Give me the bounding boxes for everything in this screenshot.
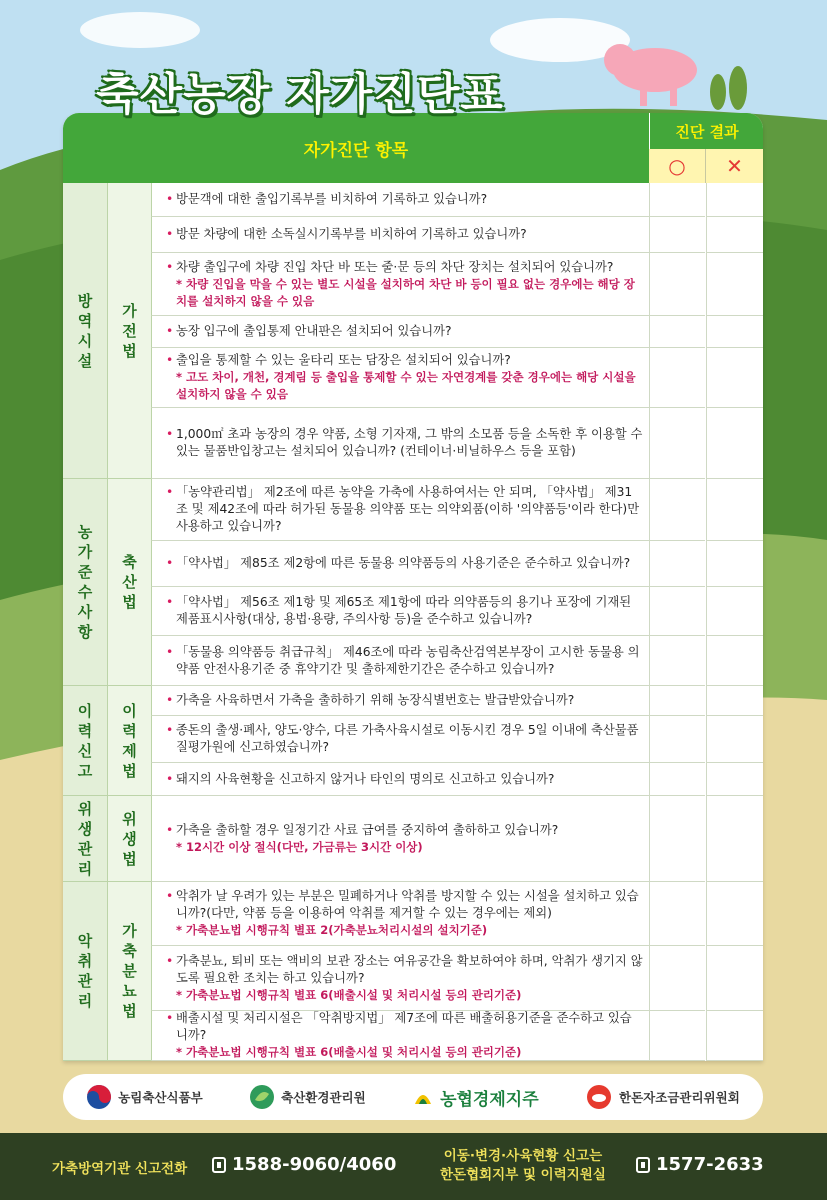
question-text: • 「약사법」 제85조 제2항에 따른 동물용 의약품등의 사용기준은 준수하고 있습니까? (166, 555, 643, 572)
question-text: • 「농약관리법」 제2조에 따른 농약을 가축에 사용하여서는 안 되며, 「약사법」 제31조 및 제42조에 따라 허가된 동물용 의약품 또는 의약외품(이하 '의약품등'이라 한다)만 사용하고 있습니까? (166, 484, 643, 535)
logo-label: 축산환경관리원 (281, 1090, 366, 1105)
law-label: 축산법 (122, 553, 137, 611)
question-row (151, 716, 649, 763)
page-title: 축산농장 자가진단표 (96, 69, 504, 120)
check-x-box[interactable] (706, 796, 763, 882)
question-text: • 배출시설 및 처리시설은 「악취방지법」 제7조에 따른 배출허용기준을 준수하고 있습니까? (166, 1010, 643, 1044)
check-x-box[interactable] (706, 348, 763, 408)
check-o-box[interactable] (649, 587, 705, 636)
question-row (151, 686, 649, 716)
check-x-box[interactable] (706, 183, 763, 217)
category-label: 위생관리 (77, 799, 93, 878)
check-x-box[interactable] (706, 716, 763, 763)
question-text: • 악취가 날 우려가 있는 부분은 밀폐하거나 악취를 방지할 수 있는 시설을 설치하고 있습니까?(다만, 약품 등을 이용하여 악취를 제거할 수 있는 경우에는 제외) (166, 888, 643, 922)
question-row (151, 946, 649, 1011)
footer-label-report (440, 1147, 606, 1185)
check-x-box[interactable] (706, 541, 763, 587)
category-cell (63, 183, 107, 479)
law-cell (107, 796, 151, 882)
question-row (151, 253, 649, 316)
footer-label-line2: 한돈협회지부 및 이력지원실 (440, 1167, 606, 1183)
law-cell (107, 686, 151, 796)
question-note: * 가축분뇨법 시행규칙 별표 6(배출시설 및 처리시설 등의 관리기준) (176, 987, 522, 1002)
check-x-box[interactable] (706, 479, 763, 541)
question-note: * 가축분뇨법 시행규칙 별표 6(배출시설 및 처리시설 등의 관리기준) (176, 1045, 522, 1059)
question-note: * 차량 진입을 막을 수 있는 별도 시설을 설치하여 차단 바 등이 필요 없는 경우에는 해당 장치를 설치하지 않을 수 있음 (176, 276, 635, 308)
question-row (151, 348, 649, 408)
checklist-table (63, 113, 763, 1061)
footer-phone-1 (212, 1154, 396, 1175)
question-text: • 가축을 사육하면서 가축을 출하하기 위해 농장식별번호는 발급받았습니까? (166, 692, 643, 709)
law-label: 위생법 (122, 809, 137, 868)
check-o-box[interactable] (649, 408, 705, 479)
header-o-column: ○ (649, 149, 706, 183)
check-o-box[interactable] (649, 636, 705, 686)
nh-icon (412, 1086, 434, 1108)
question-text: • 돼지의 사육현황을 신고하지 않거나 타인의 명의로 신고하고 있습니까? (166, 771, 643, 788)
question-row (151, 587, 649, 636)
question-note: * 12시간 이상 절식(다만, 가금류는 3시간 이상) (176, 839, 423, 854)
logo-label: 한돈자조금관리위원회 (619, 1090, 740, 1105)
category-label: 농가 준수사항 (77, 523, 93, 641)
phone-icon (212, 1157, 226, 1173)
check-o-box[interactable] (649, 686, 705, 716)
logo-handon (585, 1084, 740, 1110)
check-o-box[interactable] (649, 183, 705, 217)
category-cell (63, 686, 107, 796)
check-o-box[interactable] (649, 763, 705, 796)
question-row (151, 408, 649, 479)
header-items: 자가진단 항목 (63, 113, 649, 183)
check-o-box[interactable] (649, 316, 705, 348)
check-o-box[interactable] (649, 882, 705, 946)
question-text: • 농장 입구에 출입통제 안내판은 설치되어 있습니까? (166, 323, 643, 340)
check-x-box[interactable] (706, 217, 763, 253)
question-text: • 「동물용 의약품등 취급규칙」 제46조에 따라 농림축산검역본부장이 고시한 동물용 의약품 안전사용기준 중 휴약기간 및 출하제한기간은 준수하고 있습니까? (166, 644, 643, 678)
check-x-box[interactable] (706, 686, 763, 716)
check-x-box[interactable] (706, 316, 763, 348)
check-o-box[interactable] (649, 716, 705, 763)
check-x-box[interactable] (706, 636, 763, 686)
question-note: * 고도 차이, 개천, 경계림 등 출입을 통제할 수 있는 자연경계를 갖춘 경우에는 해당 시설을 설치하지 않을 수 있음 (176, 370, 636, 401)
question-text: • 출입을 통제할 수 있는 울타리 또는 담장은 설치되어 있습니까? (166, 352, 643, 369)
logo-ministry (86, 1084, 203, 1110)
footer-phone-2 (636, 1154, 764, 1175)
logo-label: 농림축산식품부 (118, 1090, 203, 1105)
check-x-box[interactable] (706, 946, 763, 1011)
question-text: • 방문객에 대한 출입기록부를 비치하여 기록하고 있습니까? (166, 191, 643, 208)
phone-number: 1588-9060/4060 (232, 1154, 397, 1175)
category-label: 방역시설 (77, 291, 93, 370)
footer-bar (0, 1133, 827, 1200)
check-o-box[interactable] (649, 479, 705, 541)
question-text: • 가축을 출하할 경우 일정기간 사료 급여를 중지하여 출하하고 있습니까? (166, 822, 643, 839)
law-label: 가축분뇨법 (122, 922, 137, 1020)
question-text: • 1,000㎡ 초과 농장의 경우 약품, 소형 기자재, 그 밖의 소모품 등을 소독한 후 이용할 수 있는 물품반입창고는 설치되어 있습니까? (컨테이너·비닐하우스 등을 포함) (166, 426, 643, 460)
question-row (151, 479, 649, 541)
category-cell (63, 479, 107, 686)
check-o-box[interactable] (649, 253, 705, 316)
question-row (151, 763, 649, 796)
check-o-box[interactable] (649, 946, 705, 1011)
taegeuk-icon (86, 1084, 112, 1110)
question-row (151, 882, 649, 946)
check-x-box[interactable] (706, 587, 763, 636)
question-row (151, 1011, 649, 1061)
question-row (151, 796, 649, 882)
phone-number: 1577-2633 (656, 1154, 764, 1175)
question-text: • 방문 차량에 대한 소독실시기록부를 비치하여 기록하고 있습니까? (166, 226, 643, 243)
question-note: * 가축분뇨법 시행규칙 별표 2(가축분뇨처리시설의 설치기준) (176, 923, 488, 937)
header-result: 진단 결과 (649, 113, 763, 149)
check-x-box[interactable] (706, 253, 763, 316)
question-row (151, 636, 649, 686)
logo-label: 농협경제지주 (440, 1089, 539, 1110)
leaf-icon (249, 1084, 275, 1110)
question-text: • 가축분뇨, 퇴비 또는 액비의 보관 장소는 여유공간을 확보하여야 하며, 악취가 생기지 않도록 필요한 조치는 하고 있습니까? (166, 953, 643, 987)
law-cell (107, 479, 151, 686)
handon-icon (585, 1084, 613, 1110)
organization-logos (63, 1074, 763, 1120)
category-label: 이력신고 (77, 701, 93, 780)
category-label: 악취관리 (77, 932, 93, 1010)
phone-icon (636, 1157, 650, 1173)
question-text: • 차량 출입구에 차량 진입 차단 바 또는 줄·문 등의 차단 장치는 설치되어 있습니까? (166, 259, 643, 276)
header-x-column: ✕ (706, 149, 763, 183)
footer-label-line1: 이동·변경·사육현황 신고는 (443, 1148, 603, 1164)
question-row (151, 541, 649, 587)
check-x-box[interactable] (706, 1011, 763, 1061)
check-o-box[interactable] (649, 348, 705, 408)
category-cell (63, 796, 107, 882)
question-row (151, 183, 649, 217)
category-cell (63, 882, 107, 1061)
footer-label-quarantine: 가축방역기관 신고전화 (52, 1161, 188, 1177)
logo-environment (249, 1084, 366, 1110)
check-x-box[interactable] (706, 882, 763, 946)
check-o-box[interactable] (649, 217, 705, 253)
question-text: • 종돈의 출생·폐사, 양도·양수, 다른 가축사육시설로 이동시킨 경우 5일 이내에 축산물품질평가원에 신고하였습니까? (166, 722, 643, 756)
question-row (151, 316, 649, 348)
law-label: 이력제법 (122, 701, 137, 780)
check-o-box[interactable] (649, 1011, 705, 1061)
logo-nh (412, 1085, 539, 1110)
law-label: 가전법 (122, 301, 137, 360)
check-x-box[interactable] (706, 763, 763, 796)
question-text: • 「약사법」 제56조 제1항 및 제65조 제1항에 따라 의약품등의 용기나 포장에 기재된 제품표시사항(대상, 용법·용량, 주의사항 등)을 준수하고 있습니까? (166, 594, 643, 628)
law-cell (107, 882, 151, 1061)
law-cell (107, 183, 151, 479)
check-x-box[interactable] (706, 408, 763, 479)
question-row (151, 217, 649, 253)
check-o-box[interactable] (649, 541, 705, 587)
check-o-box[interactable] (649, 796, 705, 882)
